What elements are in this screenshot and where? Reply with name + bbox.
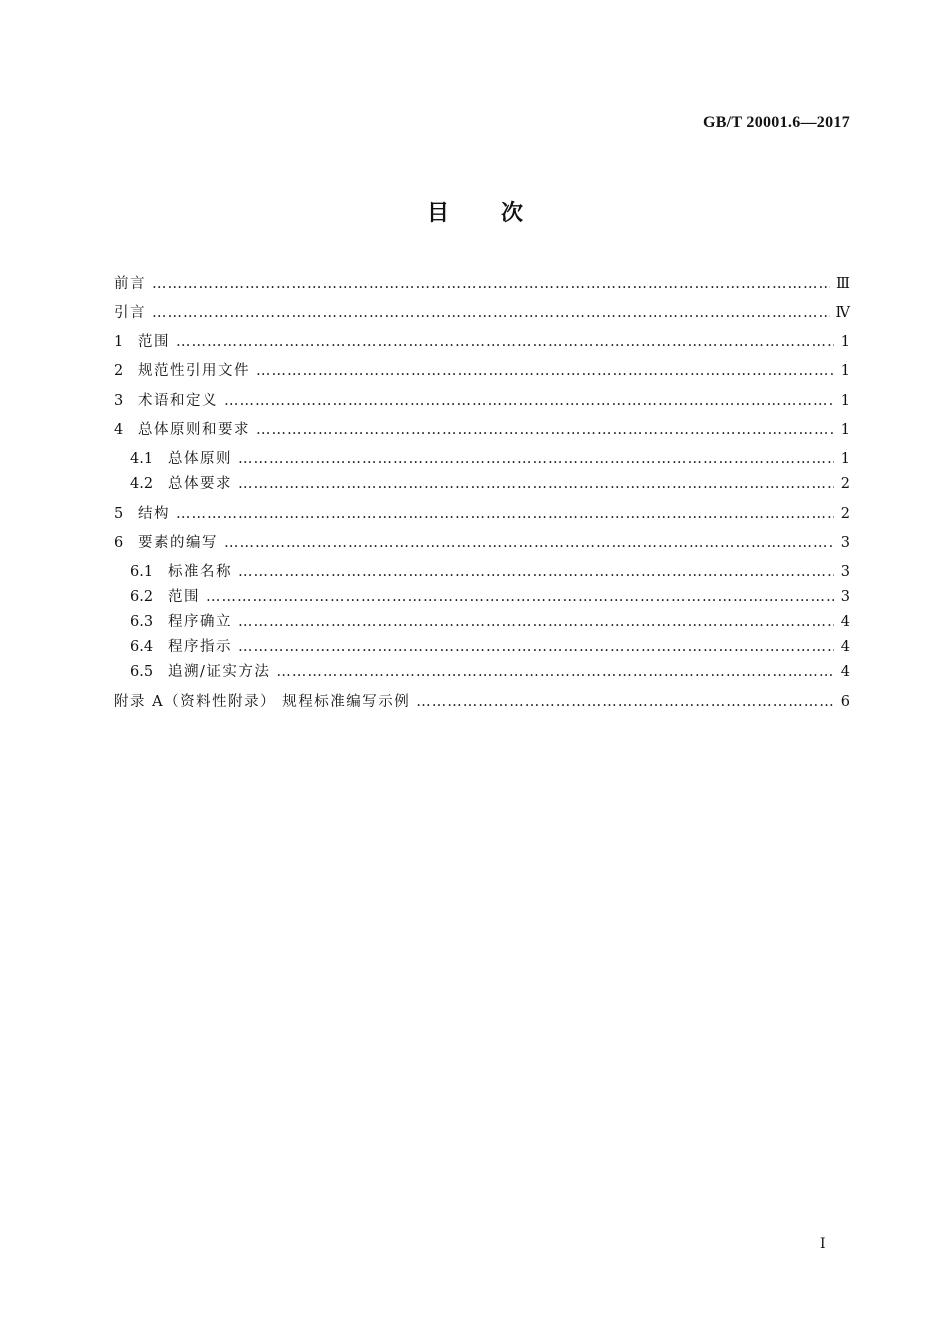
toc-leader — [176, 332, 834, 352]
toc-entry-6-3[interactable] — [114, 612, 850, 632]
toc-entry-label: 前言 — [114, 276, 146, 292]
toc-entry-5[interactable] — [114, 504, 850, 524]
toc-entry-page: 1 — [840, 451, 850, 467]
toc-leader — [276, 662, 834, 682]
toc-entry-label: 要素的编写 — [138, 535, 218, 551]
toc-entry-number: 6.5 — [130, 664, 154, 680]
toc-entry-page: 4 — [840, 639, 850, 655]
toc-entry-label: 总体要求 — [168, 476, 232, 492]
toc-entry-label: 范围 — [168, 589, 200, 605]
toc-title — [0, 196, 950, 227]
toc-title-part1: 目 — [426, 201, 449, 226]
toc-entry-page: 1 — [840, 393, 850, 409]
toc-entry-6-1[interactable] — [114, 562, 850, 582]
toc-entry-number: 6.2 — [130, 589, 154, 605]
toc-leader — [256, 420, 834, 440]
toc-entry-2[interactable] — [114, 361, 850, 381]
toc-leader — [416, 692, 834, 712]
toc-entry-label: 总体原则 — [168, 451, 232, 467]
toc-entry-page: 2 — [840, 476, 850, 492]
toc-entry-4[interactable] — [114, 420, 850, 440]
toc-entry-number: 1 — [114, 334, 124, 350]
toc-title-part2: 次 — [501, 201, 524, 226]
toc-entry-page: 3 — [840, 564, 850, 580]
toc-entry-3[interactable] — [114, 391, 850, 411]
toc-entry-label: 程序指示 — [168, 639, 232, 655]
toc-entry-1[interactable] — [114, 332, 850, 352]
toc-entry-page: 6 — [840, 694, 850, 710]
toc-entry-label: 总体原则和要求 — [138, 422, 250, 438]
toc-entry-number: 5 — [114, 506, 124, 522]
toc-entry-label: 标准名称 — [168, 564, 232, 580]
toc-entry-number: 6.3 — [130, 614, 154, 630]
toc-leader — [224, 391, 834, 411]
toc-entry-number: 4 — [114, 422, 124, 438]
toc-leader — [256, 361, 834, 381]
toc-entry-label: 范围 — [138, 334, 170, 350]
toc-entry-number: 6.1 — [130, 564, 154, 580]
toc-leader — [152, 303, 830, 323]
toc-entry-6-2[interactable] — [114, 587, 850, 607]
toc-entry-4-2[interactable] — [114, 474, 850, 494]
toc-leader — [238, 474, 834, 494]
toc-entry-6[interactable] — [114, 533, 850, 553]
toc-entry-number: 3 — [114, 393, 124, 409]
toc-entry-number: 6.4 — [130, 639, 154, 655]
page-number: I — [820, 1236, 826, 1252]
toc-leader — [206, 587, 834, 607]
toc-entry-number: 6 — [114, 535, 124, 551]
toc-entry-foreword[interactable] — [114, 274, 850, 294]
toc-leader — [238, 449, 834, 469]
toc-entry-label: 追溯/证实方法 — [168, 664, 271, 680]
toc-entry-number: 2 — [114, 363, 124, 379]
standard-code: GB/T 20001.6—2017 — [702, 114, 850, 131]
toc-entry-label: 引言 — [114, 305, 146, 321]
toc-entry-label: 规范性引用文件 — [138, 363, 250, 379]
toc-entry-label: 术语和定义 — [138, 393, 218, 409]
toc-entry-page: 3 — [840, 589, 850, 605]
toc-entry-annex-a[interactable] — [114, 692, 850, 712]
toc-entry-6-5[interactable] — [114, 662, 850, 682]
toc-leader — [176, 504, 834, 524]
toc-entry-page: Ⅳ — [835, 305, 850, 321]
toc-entry-number: 4.1 — [130, 451, 154, 467]
toc-entry-introduction[interactable] — [114, 303, 850, 323]
toc-entry-page: 1 — [840, 422, 850, 438]
toc-leader — [238, 612, 834, 632]
toc-entry-label: 附录 A（资料性附录） 规程标准编写示例 — [114, 694, 411, 710]
toc-entry-6-4[interactable] — [114, 637, 850, 657]
toc-entry-label: 结构 — [138, 506, 170, 522]
toc-entry-page: 1 — [840, 363, 850, 379]
toc-entry-page: 4 — [840, 664, 850, 680]
toc-leader — [224, 533, 834, 553]
toc-leader — [238, 562, 834, 582]
toc-leader — [152, 274, 830, 294]
toc-entry-page: 2 — [840, 506, 850, 522]
toc-entry-4-1[interactable] — [114, 449, 850, 469]
toc-entry-page: Ⅲ — [836, 276, 850, 292]
toc-entry-label: 程序确立 — [168, 614, 232, 630]
toc-entry-number: 4.2 — [130, 476, 154, 492]
toc-leader — [238, 637, 834, 657]
toc-entry-page: 1 — [840, 334, 850, 350]
toc-entry-page: 4 — [840, 614, 850, 630]
toc-entry-page: 3 — [840, 535, 850, 551]
